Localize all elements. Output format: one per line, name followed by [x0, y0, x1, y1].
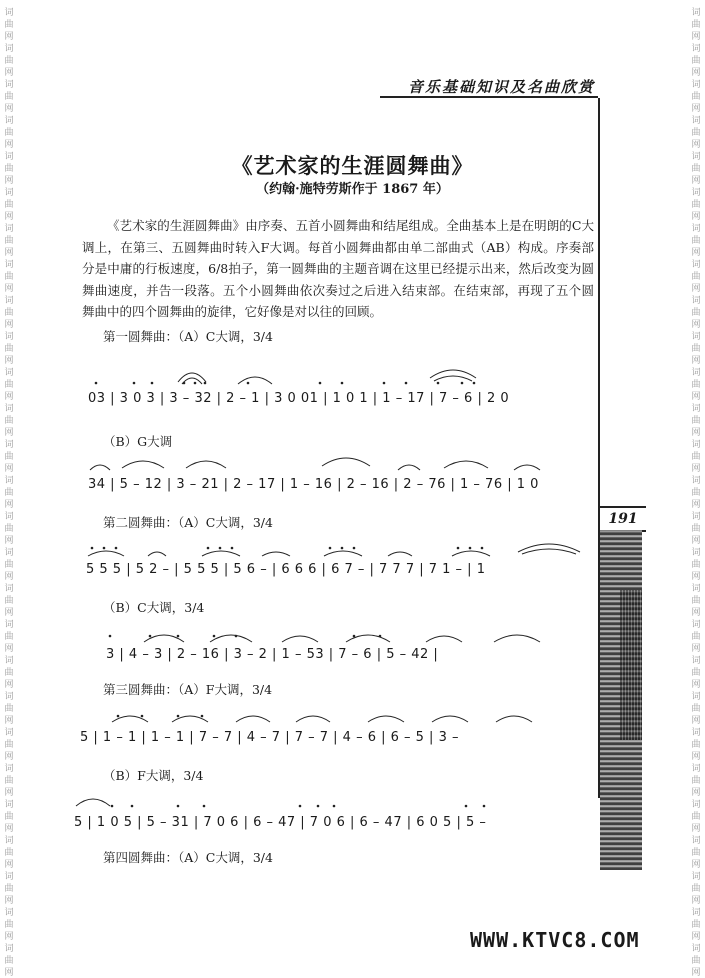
running-header: 音乐基础知识及名曲欣赏: [407, 78, 595, 96]
octave-dot: [437, 382, 440, 385]
left-watermark-column: [2, 0, 16, 978]
watermark-glyph: 词: [691, 728, 701, 738]
watermark-glyph: 词: [4, 332, 14, 342]
watermark-glyph: 网: [691, 536, 701, 546]
watermark-glyph: 网: [691, 608, 701, 618]
octave-dot: [194, 382, 197, 385]
watermark-glyph: 曲: [691, 740, 701, 750]
watermark-glyph: 词: [691, 440, 701, 450]
watermark-glyph: 网: [4, 644, 14, 654]
notation-row-4: 3 | 4 – 3 | 2 – 16 | 3 – 2 | 1 – 53 | 7 – 6 | 5 – 42 |: [106, 647, 439, 662]
slur-mark: [236, 716, 270, 722]
watermark-glyph: 曲: [4, 200, 14, 210]
slur-mark: [88, 551, 124, 556]
watermark-glyph: 网: [691, 176, 701, 186]
slur-mark: [322, 458, 370, 466]
octave-dot: [109, 635, 112, 638]
watermark-glyph: 网: [691, 68, 701, 78]
scan-shading-overlay: [620, 590, 642, 740]
octave-dot: [341, 382, 344, 385]
watermark-glyph: 曲: [4, 236, 14, 246]
octave-dot: [329, 547, 332, 550]
watermark-glyph: 网: [4, 32, 14, 42]
octave-dot: [457, 547, 460, 550]
watermark-glyph: 曲: [4, 20, 14, 30]
notation-row-3: 5 5 5 | 5 2 – | 5 5 5 | 5 6 – | 6 6 6 | 6 7 – | 7 7 7 | 7 1 – | 1: [86, 562, 486, 577]
octave-dot: [383, 382, 386, 385]
watermark-glyph: 词: [4, 368, 14, 378]
watermark-glyph: 曲: [691, 632, 701, 642]
watermark-glyph: 网: [4, 968, 14, 978]
watermark-glyph: 网: [691, 212, 701, 222]
watermark-glyph: 网: [4, 788, 14, 798]
watermark-glyph: 词: [4, 80, 14, 90]
watermark-glyph: 词: [4, 152, 14, 162]
slur-mark: [144, 635, 184, 642]
watermark-glyph: 曲: [691, 812, 701, 822]
watermark-glyph: 曲: [691, 308, 701, 318]
octave-dot: [231, 547, 234, 550]
label-waltz4-a: 第四圆舞曲：（A）C大调，3/4: [103, 850, 273, 865]
octave-dot: [213, 635, 216, 638]
watermark-glyph: 曲: [4, 272, 14, 282]
watermark-glyph: 曲: [691, 236, 701, 246]
watermark-glyph: 词: [4, 116, 14, 126]
slur-mark: [262, 552, 290, 556]
watermark-glyph: 曲: [691, 128, 701, 138]
slur-mark: [324, 551, 362, 556]
watermark-glyph: 曲: [4, 524, 14, 534]
slur-mark: [148, 552, 166, 556]
watermark-glyph: 词: [691, 692, 701, 702]
watermark-glyph: 网: [4, 212, 14, 222]
octave-dot: [405, 382, 408, 385]
slur-mark: [296, 716, 330, 722]
piece-title: 《艺术家的生涯圆舞曲》: [231, 153, 474, 178]
octave-dot: [207, 547, 210, 550]
watermark-glyph: 网: [4, 716, 14, 726]
notation-row-5: 5 | 1 – 1 | 1 – 1 | 7 – 7 | 4 – 7 | 7 – 7 | 4 – 6 | 6 – 5 | 3 –: [80, 730, 459, 745]
watermark-glyph: 网: [691, 680, 701, 690]
watermark-glyph: 词: [691, 224, 701, 234]
watermark-glyph: 网: [691, 752, 701, 762]
watermark-glyph: 网: [691, 320, 701, 330]
slur-mark: [452, 551, 490, 556]
watermark-glyph: 曲: [4, 632, 14, 642]
watermark-glyph: 词: [4, 836, 14, 846]
octave-dot: [353, 635, 356, 638]
watermark-glyph: 曲: [691, 776, 701, 786]
watermark-glyph: 网: [4, 860, 14, 870]
watermark-glyph: 曲: [4, 668, 14, 678]
octave-dot: [115, 547, 118, 550]
watermark-glyph: 词: [691, 764, 701, 774]
watermark-glyph: 曲: [4, 884, 14, 894]
watermark-glyph: 网: [691, 968, 701, 978]
slur-mark: [112, 716, 148, 722]
watermark-glyph: 曲: [4, 452, 14, 462]
header-rule: [380, 96, 598, 98]
watermark-glyph: 曲: [691, 848, 701, 858]
watermark-glyph: 词: [4, 656, 14, 666]
watermark-glyph: 网: [4, 824, 14, 834]
slur-mark: [514, 465, 540, 470]
watermark-glyph: 网: [4, 464, 14, 474]
slur-mark: [444, 461, 488, 468]
watermark-glyph: 词: [4, 296, 14, 306]
watermark-glyph: 词: [691, 908, 701, 918]
watermark-glyph: 词: [4, 620, 14, 630]
octave-dot: [219, 547, 222, 550]
watermark-glyph: 曲: [4, 740, 14, 750]
watermark-glyph: 词: [4, 908, 14, 918]
slur-mark: [172, 716, 208, 722]
watermark-glyph: 网: [4, 932, 14, 942]
watermark-glyph: 词: [4, 224, 14, 234]
watermark-glyph: 曲: [4, 128, 14, 138]
piece-subtitle: （约翰·施特劳斯作于 1867 年）: [256, 182, 449, 197]
watermark-glyph: 词: [4, 404, 14, 414]
watermark-glyph: 词: [4, 728, 14, 738]
watermark-glyph: 词: [4, 8, 14, 18]
watermark-glyph: 词: [691, 800, 701, 810]
watermark-glyph: 词: [691, 548, 701, 558]
watermark-glyph: 网: [4, 572, 14, 582]
watermark-glyph: 曲: [4, 812, 14, 822]
watermark-glyph: 曲: [691, 668, 701, 678]
watermark-glyph: 曲: [691, 452, 701, 462]
octave-dot: [95, 382, 98, 385]
slur-mark: [238, 377, 272, 384]
slur-mark: [388, 552, 412, 556]
octave-dot: [183, 382, 186, 385]
watermark-glyph: 曲: [4, 560, 14, 570]
watermark-glyph: 网: [4, 680, 14, 690]
watermark-glyph: 曲: [4, 848, 14, 858]
watermark-glyph: 词: [691, 80, 701, 90]
octave-dot: [353, 547, 356, 550]
right-watermark-column: [689, 0, 703, 978]
octave-dot: [469, 547, 472, 550]
watermark-glyph: 词: [691, 872, 701, 882]
watermark-glyph: 词: [691, 116, 701, 126]
watermark-glyph: 网: [691, 788, 701, 798]
watermark-glyph: 曲: [691, 56, 701, 66]
slur-mark: [186, 461, 226, 468]
slur-mark: [432, 716, 468, 722]
watermark-glyph: 网: [691, 140, 701, 150]
octave-dot: [481, 547, 484, 550]
watermark-glyph: 曲: [691, 416, 701, 426]
slur-mark: [494, 635, 540, 642]
intro-paragraph: 《艺术家的生涯圆舞曲》由序奏、五首小圆舞曲和结尾组成。全曲基本上是在明朗的C大调上，在第三、五圆舞曲时转入F大调。每首小圆舞曲都由单二部曲式（AB）构成。序奏部分是中庸的行板速度，6/8拍子，第一圆舞曲的主题音调在这里已经提示出来，然后改变为圆舞曲速度，并告一段落。五个小圆舞曲依次奏过之后进入结束部。在结束部，再现了五个圆舞曲中的四个圆舞曲的旋律，它好像是对以往的回顾。: [82, 218, 594, 319]
notation-row-2: 34 | 5 – 12 | 3 – 21 | 2 – 17 | 1 – 16 | 2 – 16 | 2 – 76 | 1 – 76 | 1 0: [88, 477, 539, 492]
slur-mark: [90, 465, 110, 470]
watermark-glyph: 词: [4, 548, 14, 558]
slur-mark: [178, 373, 206, 382]
watermark-glyph: 网: [4, 536, 14, 546]
octave-dot: [299, 805, 302, 808]
slur-mark: [434, 376, 472, 381]
octave-dot: [247, 382, 250, 385]
notation-row-6: 5 | 1 0 5 | 5 – 31 | 7 0 6 | 6 – 47 | 7 0 6 | 6 – 47 | 6 0 5 | 5 –: [74, 815, 487, 830]
watermark-glyph: 词: [691, 476, 701, 486]
watermark-glyph: 曲: [691, 704, 701, 714]
slur-mark: [346, 635, 390, 642]
watermark-glyph: 网: [691, 464, 701, 474]
watermark-glyph: 词: [691, 8, 701, 18]
watermark-glyph: 曲: [691, 20, 701, 30]
slur-mark: [518, 544, 580, 552]
watermark-glyph: 网: [691, 392, 701, 402]
watermark-glyph: 词: [4, 800, 14, 810]
octave-dot: [111, 805, 114, 808]
watermark-glyph: 词: [691, 188, 701, 198]
slur-mark: [522, 549, 576, 554]
watermark-glyph: 词: [4, 260, 14, 270]
watermark-glyph: 曲: [4, 380, 14, 390]
watermark-glyph: 词: [4, 764, 14, 774]
watermark-glyph: 词: [691, 332, 701, 342]
watermark-glyph: 词: [4, 692, 14, 702]
footer-url: WWW.KTVC8.COM: [470, 928, 640, 952]
watermark-glyph: 词: [691, 296, 701, 306]
watermark-glyph: 网: [691, 572, 701, 582]
watermark-glyph: 曲: [691, 488, 701, 498]
octave-dot: [103, 547, 106, 550]
slur-mark: [430, 370, 476, 378]
watermark-glyph: 曲: [691, 884, 701, 894]
watermark-glyph: 词: [691, 512, 701, 522]
watermark-glyph: 网: [691, 644, 701, 654]
watermark-glyph: 曲: [691, 560, 701, 570]
octave-dot: [177, 805, 180, 808]
watermark-glyph: 曲: [4, 164, 14, 174]
watermark-glyph: 曲: [691, 344, 701, 354]
watermark-glyph: 词: [691, 584, 701, 594]
octave-dot: [317, 805, 320, 808]
watermark-glyph: 网: [4, 428, 14, 438]
watermark-glyph: 曲: [4, 776, 14, 786]
watermark-glyph: 词: [691, 836, 701, 846]
watermark-glyph: 词: [691, 404, 701, 414]
slur-mark: [398, 465, 420, 470]
notation-row-1: 03 | 3 0 3 | 3 – 32 | 2 – 1 | 3 0 01 | 1 0 1 | 1 – 17 | 7 – 6 | 2 0: [88, 391, 510, 406]
watermark-glyph: 曲: [4, 344, 14, 354]
slur-mark: [202, 551, 240, 556]
octave-dot: [203, 805, 206, 808]
watermark-glyph: 网: [4, 140, 14, 150]
label-waltz2-b: （B）C大调，3/4: [103, 600, 205, 615]
watermark-glyph: 网: [4, 104, 14, 114]
octave-dot: [473, 382, 476, 385]
watermark-glyph: 网: [4, 608, 14, 618]
watermark-glyph: 网: [4, 284, 14, 294]
octave-dot: [319, 382, 322, 385]
watermark-glyph: 曲: [4, 956, 14, 966]
watermark-glyph: 网: [691, 32, 701, 42]
octave-dot: [465, 805, 468, 808]
watermark-glyph: 网: [4, 176, 14, 186]
octave-dot: [117, 715, 120, 718]
watermark-glyph: 曲: [691, 92, 701, 102]
octave-dot: [91, 547, 94, 550]
watermark-glyph: 曲: [691, 380, 701, 390]
watermark-glyph: 网: [691, 248, 701, 258]
octave-dot: [204, 382, 207, 385]
octave-dot: [151, 382, 154, 385]
octave-dot: [177, 715, 180, 718]
watermark-glyph: 网: [691, 716, 701, 726]
slur-mark: [496, 716, 532, 722]
label-waltz3-b: （B）F大调，3/4: [103, 768, 204, 783]
label-waltz3-a: 第三圆舞曲：（A）F大调，3/4: [103, 682, 273, 697]
watermark-glyph: 曲: [691, 200, 701, 210]
watermark-glyph: 曲: [691, 920, 701, 930]
slur-mark: [182, 378, 202, 384]
page-number-tab: 191: [600, 506, 646, 532]
octave-dot: [131, 805, 134, 808]
watermark-glyph: 词: [4, 944, 14, 954]
watermark-glyph: 词: [691, 260, 701, 270]
watermark-glyph: 曲: [691, 596, 701, 606]
octave-dot: [379, 635, 382, 638]
slur-mark: [122, 461, 164, 468]
watermark-glyph: 词: [4, 440, 14, 450]
watermark-glyph: 曲: [4, 704, 14, 714]
watermark-glyph: 词: [691, 656, 701, 666]
watermark-glyph: 网: [4, 68, 14, 78]
octave-dot: [483, 805, 486, 808]
watermark-glyph: 词: [4, 188, 14, 198]
label-waltz1-a: 第一圆舞曲：（A）C大调，3/4: [103, 329, 273, 344]
label-waltz1-b: （B）G大调: [103, 434, 173, 449]
slur-mark: [368, 716, 404, 722]
watermark-glyph: 词: [4, 476, 14, 486]
watermark-glyph: 词: [691, 368, 701, 378]
watermark-glyph: 网: [691, 356, 701, 366]
watermark-glyph: 词: [691, 944, 701, 954]
watermark-glyph: 网: [4, 752, 14, 762]
watermark-glyph: 曲: [4, 308, 14, 318]
watermark-glyph: 网: [4, 392, 14, 402]
octave-dot: [141, 715, 144, 718]
watermark-glyph: 网: [691, 932, 701, 942]
watermark-glyph: 网: [691, 896, 701, 906]
watermark-glyph: 曲: [691, 524, 701, 534]
slur-mark: [210, 635, 252, 642]
slur-mark: [426, 636, 462, 642]
watermark-glyph: 曲: [4, 416, 14, 426]
watermark-glyph: 网: [4, 248, 14, 258]
watermark-glyph: 曲: [691, 956, 701, 966]
watermark-glyph: 网: [691, 428, 701, 438]
label-waltz2-a: 第二圆舞曲：（A）C大调，3/4: [103, 515, 273, 530]
watermark-glyph: 网: [691, 500, 701, 510]
watermark-glyph: 网: [691, 860, 701, 870]
watermark-glyph: 词: [4, 872, 14, 882]
watermark-glyph: 词: [4, 44, 14, 54]
watermark-glyph: 网: [691, 104, 701, 114]
watermark-glyph: 网: [4, 896, 14, 906]
watermark-glyph: 网: [4, 356, 14, 366]
octave-dot: [133, 382, 136, 385]
slur-mark: [76, 799, 110, 806]
watermark-glyph: 词: [4, 584, 14, 594]
watermark-glyph: 词: [691, 44, 701, 54]
octave-dot: [341, 547, 344, 550]
slur-mark: [282, 636, 318, 642]
watermark-glyph: 网: [4, 320, 14, 330]
watermark-glyph: 词: [691, 620, 701, 630]
octave-dot: [461, 382, 464, 385]
watermark-glyph: 词: [4, 512, 14, 522]
octave-dot: [235, 635, 238, 638]
watermark-glyph: 网: [691, 824, 701, 834]
watermark-glyph: 曲: [4, 488, 14, 498]
watermark-glyph: 网: [691, 284, 701, 294]
watermark-glyph: 曲: [4, 92, 14, 102]
octave-dot: [333, 805, 336, 808]
watermark-glyph: 词: [691, 152, 701, 162]
watermark-glyph: 网: [4, 500, 14, 510]
octave-dot: [149, 635, 152, 638]
watermark-glyph: 曲: [4, 56, 14, 66]
watermark-glyph: 曲: [4, 920, 14, 930]
watermark-glyph: 曲: [4, 596, 14, 606]
watermark-glyph: 曲: [691, 272, 701, 282]
watermark-glyph: 曲: [691, 164, 701, 174]
octave-dot: [177, 635, 180, 638]
octave-dot: [201, 715, 204, 718]
